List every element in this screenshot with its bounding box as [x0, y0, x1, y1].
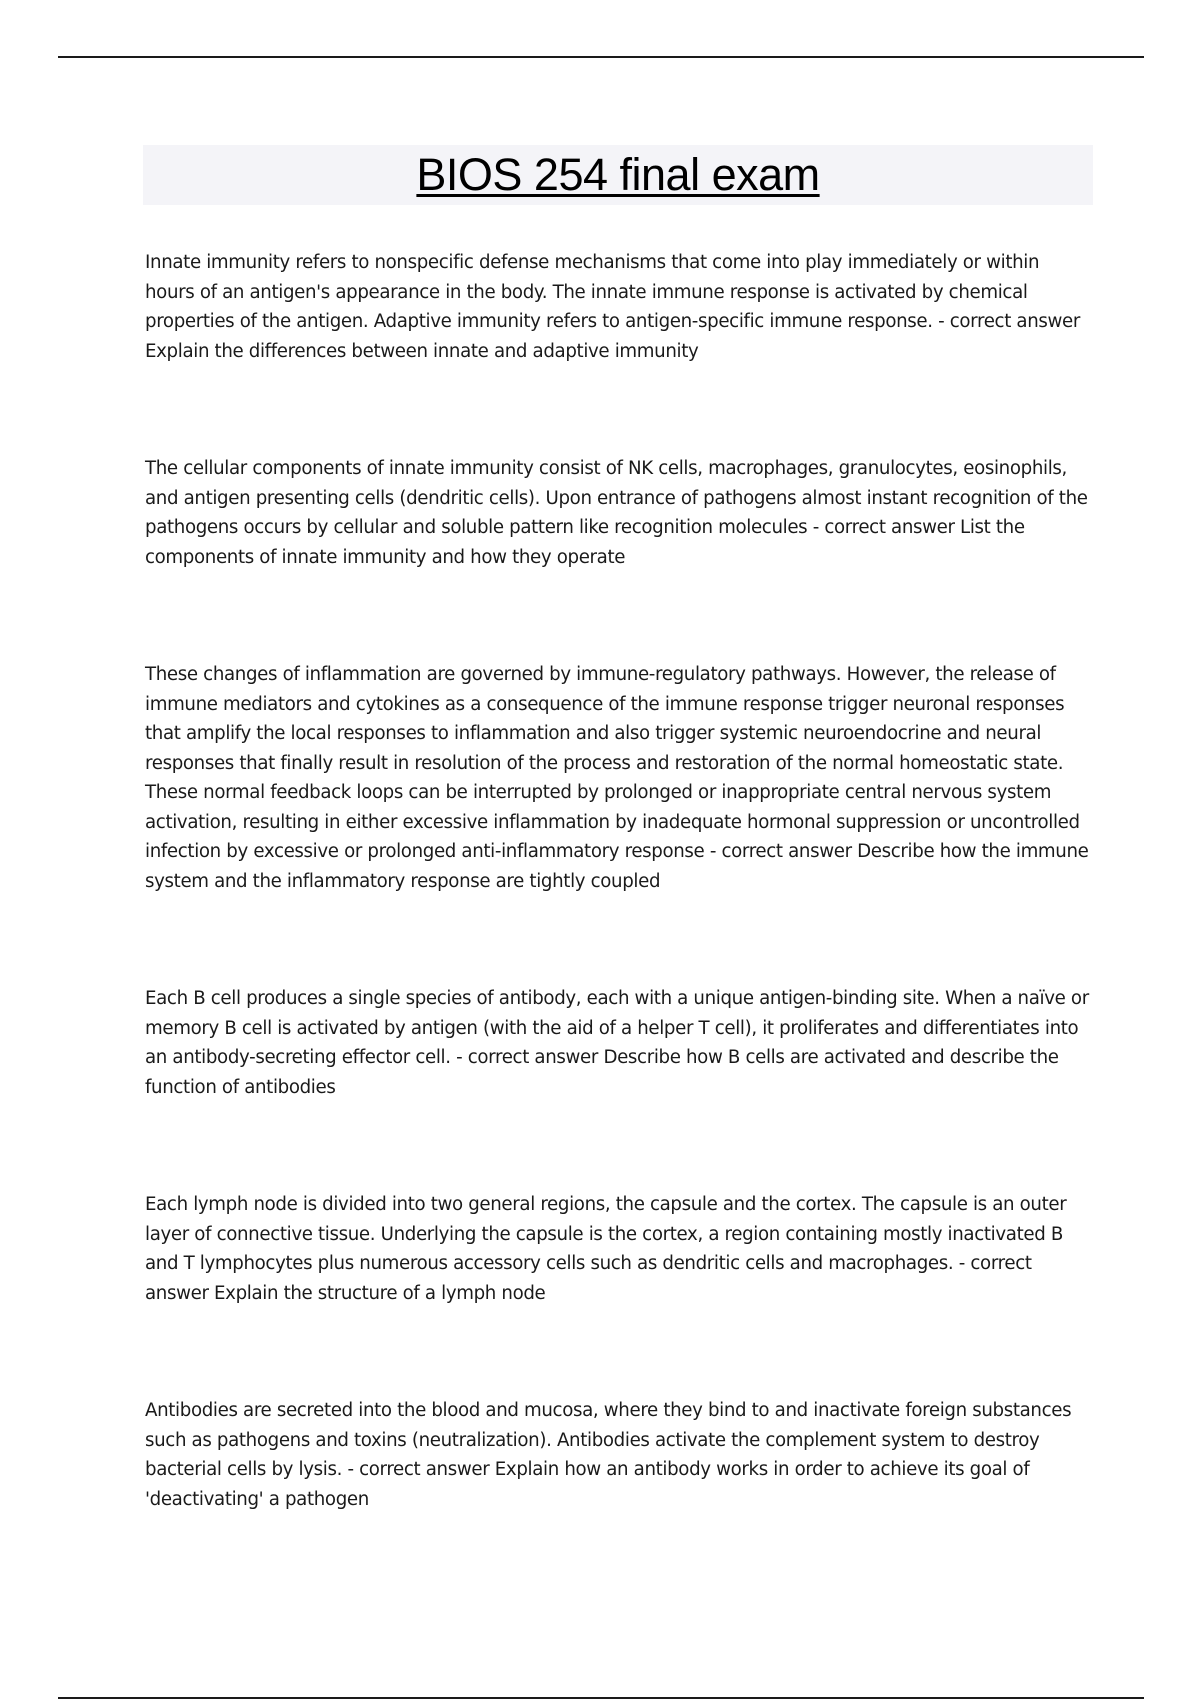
- document-body: [145, 248, 1090, 1514]
- qa-entry-lymph-node-structure: Each lymph node is divided into two general regions, the capsule and the cortex. The capsule is an outer layer of connective tissue. Underlying the capsule is the cortex, a region containing mostly inactivated B and T lymphocytes plus numerous accessory cells such as dendritic cells and macrophages. - correct answer Explain the structure of a lymph node: [145, 1194, 1067, 1304]
- qa-entry-antibody-function: Antibodies are secreted into the blood and mucosa, where they bind to and inactivate foreign substances such as pathogens and toxins (neutralization). Antibodies activate the complement system to destroy bacterial cells by lysis. - correct answer Explain how an antibody works in order to achieve its goal of 'deactivating' a pathogen: [145, 1400, 1072, 1510]
- page-top-rule: [58, 56, 1144, 58]
- qa-entry-immune-inflammation-coupling: These changes of inflammation are governed by immune-regulatory pathways. However, the release of immune mediators and cytokines as a consequence of the immune response trigger neuronal responses that amplify the local responses to inflammation and also trigger systemic neuroendocrine and neural responses that finally result in resolution of the process and restoration of the normal homeostatic state. These normal feedback loops can be interrupted by prolonged or inappropriate central nervous system activation, resulting in either excessive inflammation by inadequate hormonal suppression or uncontrolled infection by excessive or prolonged anti-inflammatory response - correct answer Describe how the immune system and the inflammatory response are tightly coupled: [145, 664, 1089, 892]
- document-title: BIOS 254 final exam: [416, 149, 820, 200]
- qa-entry-b-cell-activation: Each B cell produces a single species of antibody, each with a unique antigen-binding site. When a naïve or memory B cell is activated by antigen (with the aid of a helper T cell), it proliferates and differentiates into an antibody-secreting effector cell. - correct answer Describe how B cells are activated and describe the function of antibodies: [145, 988, 1089, 1098]
- title-band: [143, 145, 1093, 205]
- qa-entry-innate-vs-adaptive: Innate immunity refers to nonspecific defense mechanisms that come into play immediately or within hours of an antigen's appearance in the body. The innate immune response is activated by chemical properties of the antigen. Adaptive immunity refers to antigen-specific immune response. - correct answer Explain the differences between innate and adaptive immunity: [145, 252, 1081, 362]
- qa-entry-innate-components: The cellular components of innate immunity consist of NK cells, macrophages, granulocytes, eosinophils, and antigen presenting cells (dendritic cells). Upon entrance of pathogens almost instant recognition of the pathogens occurs by cellular and soluble pattern like recognition molecules - correct answer List the components of innate immunity and how they operate: [145, 458, 1088, 568]
- page-bottom-rule: [58, 1697, 1144, 1699]
